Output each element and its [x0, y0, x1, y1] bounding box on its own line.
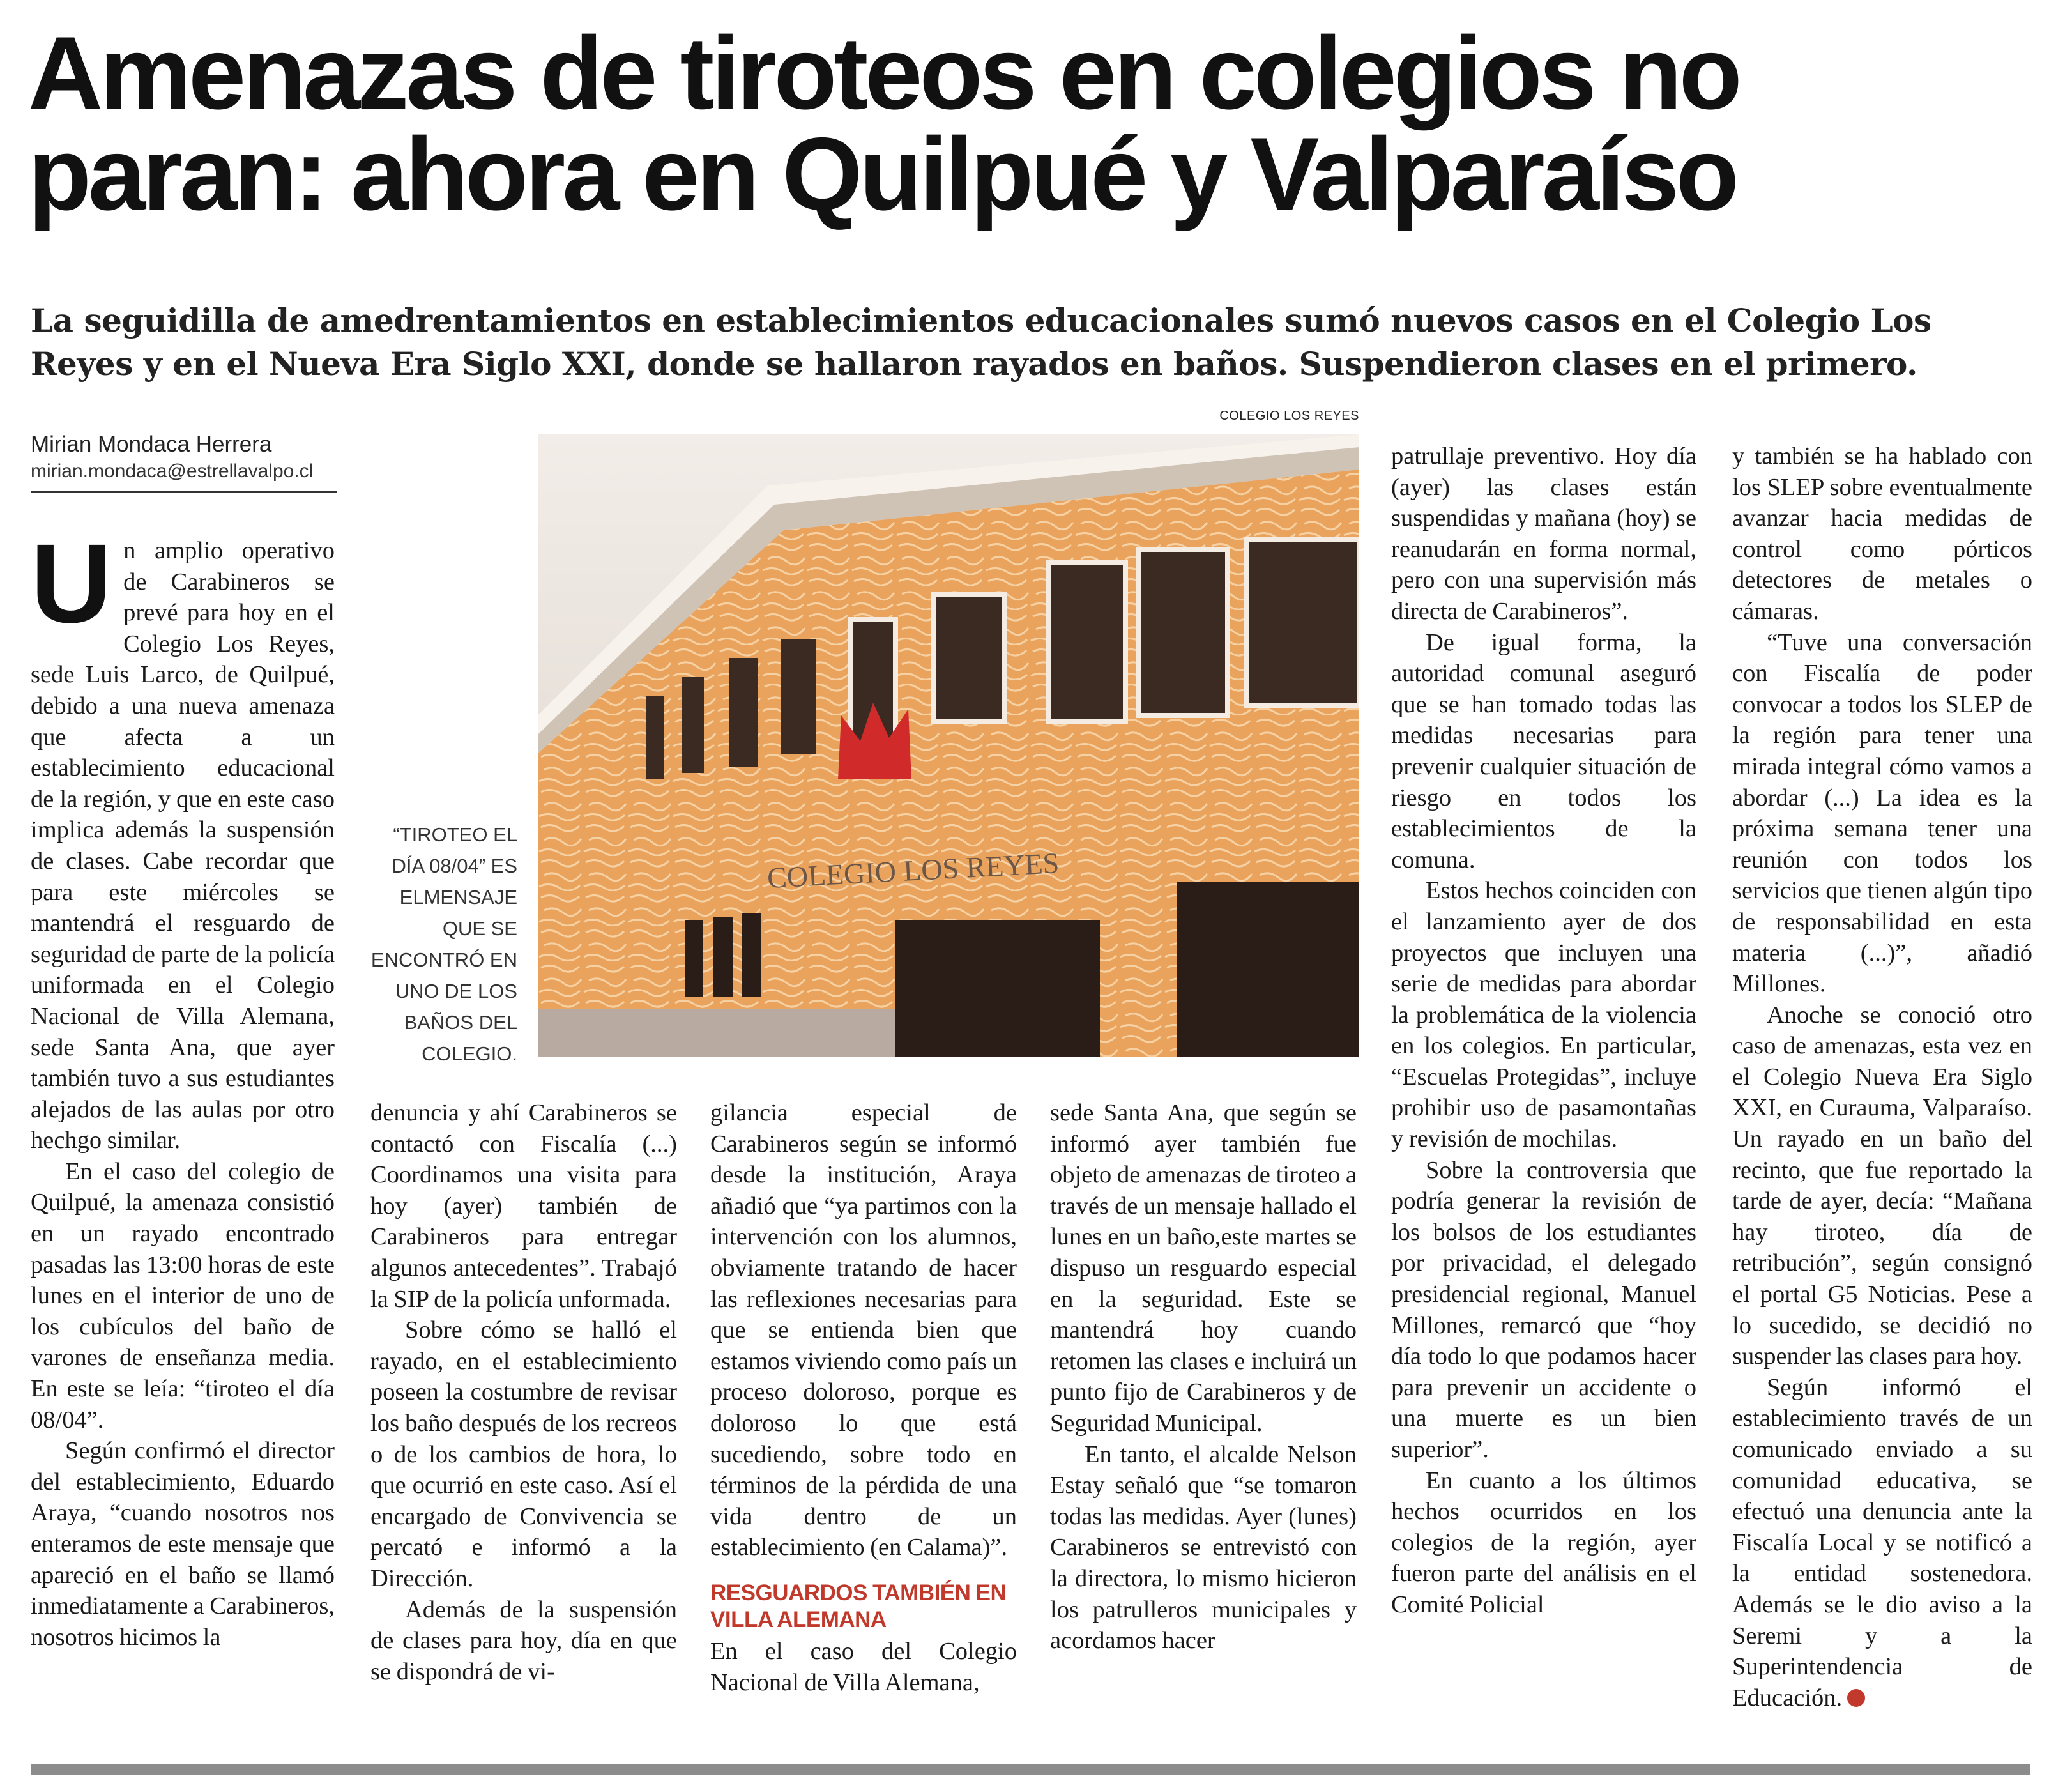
deck: La seguidilla de amedrentamientos en establecimientos educacionales sumó nuevos casos en el Colegio Los Reyes y en el Nueva Era Siglo XXI, donde se hallaron rayados en baños. Suspendieron clases en el primero.: [31, 302, 1931, 383]
paragraph: Según confirmó el director del establecimiento, Eduardo Araya, “cuando nosotros nos enteramos de este mensaje que apareció en el baño se llamó inmediatamente a Carabineros, nosotros hicimos la: [31, 1437, 335, 1651]
article-column-4: [1050, 1097, 1357, 1656]
end-mark-icon: [1847, 1689, 1865, 1707]
paragraph: “Tuve una conversación con Fiscalía de poder convocar a todos los SLEP de la región para tener una mirada integral cómo vamos a abordar (...) La idea es la próxima semana tener una reunión con todos los servicios que tienen algún tipo de responsabilidad en esta materia (...)”, añadió Millones.: [1732, 629, 2032, 998]
school-building-illustration: [538, 434, 1359, 1057]
bottom-rule: [31, 1764, 2030, 1775]
subhead: RESGUARDOS TAMBIÉN EN VILLA ALEMANA: [710, 1580, 1007, 1632]
photo-caption: “TIROTEO EL DÍA 08/04” ES ELMENSAJE QUE SE ENCONTRÓ EN UNO DE LOS BAÑOS DEL COLEGIO.: [370, 823, 517, 1065]
paragraph: gilancia especial de Carabineros según se informó desde la institución, Araya añadió que “ya partimos con la intervención con los alumnos, obviamente tratando de hacer las reflexiones necesarias para que se entienda bien que estamos viviendo como país un proceso doloroso, porque es doloroso lo que está sucediendo, sobre todo en términos de la pérdida de una vida dentro de un establecimiento (en Calama)”.: [710, 1099, 1017, 1561]
paragraph: Sobre la controversia que podría generar la revisión de los bolsos de los estudiantes por privacidad, el delegado presidencial regional, Manuel Millones, remarcó que “hoy día todo lo que podamos hacer para prevenir un accidente o una muerte es un bien superior”.: [1391, 1156, 1696, 1463]
paragraph: Además de la suspensión de clases para hoy, día en que se dispondrá de vi-: [370, 1596, 677, 1685]
headline: Amenazas de tiroteos en colegios no paran: ahora en Quilpué y Valparaíso: [28, 15, 1739, 232]
photo-credit: COLEGIO LOS REYES: [1219, 409, 1359, 423]
paragraph: En tanto, el alcalde Nelson Estay señaló que “se tomaron todas las medidas. Ayer (lunes) Carabineros se entrevistó con la directora, lo mismo hicieron los patrulleros municipales y acordamos hacer: [1050, 1441, 1357, 1655]
paragraph: En el caso del colegio de Quilpué, la amenaza consistió en un rayado encontrado pasadas las 13:00 horas de este lunes en el interior de uno de los cubículos del baño de varones de enseñanza media. En este se leía: “tiroteo el día 08/04”.: [31, 1158, 335, 1433]
article-photo: [538, 434, 1359, 1057]
byline-email: mirian.mondaca@estrellavalpo.cl: [31, 461, 314, 482]
article-column-3: [710, 1097, 1017, 1698]
paragraph: En cuanto a los últimos hechos ocurridos en los colegios de la región, ayer fueron parte del análisis en el Comité Policial: [1391, 1467, 1696, 1618]
article-column-2: [370, 1097, 677, 1687]
article-column-5: [1391, 441, 1696, 1621]
paragraph: Anoche se conoció otro caso de amenazas, esta vez en el Colegio Nueva Era Siglo XXI, en Curauma, Valparaíso. Un rayado en un baño del recinto, que fue reportado la tarde de ayer, decía: “Mañana hay tiroteo, día de retribución”, según consignó el portal G5 Noticias. Pese a lo sucedido, se decidió no suspender las clases para hoy.: [1732, 1001, 2032, 1370]
paragraph: Estos hechos coinciden con el lanzamiento ayer de dos proyectos que incluyen una serie de medidas para abordar la problemática de la violencia en los colegios. En particular, “Escuelas Protegidas”, incluye prohibir uso de pasamontañas y revisión de mochilas.: [1391, 877, 1696, 1153]
byline-author: Mirian Mondaca Herrera: [31, 432, 272, 457]
paragraph: De igual forma, la autoridad comunal aseguró que se han tomado todas las medidas necesarias para prevenir cualquier situación de riesgo en todos los establecimientos de la comuna.: [1391, 629, 1696, 873]
byline: [31, 431, 337, 493]
paragraph: denuncia y ahí Carabineros se contactó con Fiscalía (...) Coordinamos una visita para hoy (ayer) también de Carabineros para entregar algunos antecedentes”. Trabajó la SIP de la policía unformada.: [370, 1099, 677, 1313]
paragraph: En el caso del Colegio Nacional de Villa Alemana,: [710, 1637, 1017, 1696]
paragraph: patrullaje preventivo. Hoy día (ayer) las clases están suspendidas y mañana (hoy) se reanudarán en forma normal, pero con una supervisión más directa de Carabineros”.: [1391, 443, 1696, 625]
paragraph: sede Santa Ana, que según se informó ayer también fue objeto de amenazas de tiroteo a través de un mensaje hallado el lunes en un baño,este martes se dispuso un resguardo especial en la seguridad. Este se mantendrá hoy cuando retomen las clases e incluirá un punto fijo de Carabineros y de Seguridad Municipal.: [1050, 1099, 1357, 1437]
article-column-6: [1732, 441, 2032, 1713]
building-sign: COLEGIO LOS REYES: [766, 846, 1060, 894]
paragraph: Un amplio operativo de Carabineros se prevé para hoy en el Colegio Los Reyes, sede Luis Larco, de Quilpué, debido a una nueva amenaza que afecta a un establecimiento educacional de la región, y que en este caso implica además la suspensión de clases. Cabe recordar que para este miércoles se mantendrá el resguardo de seguridad de parte de la policía uniformada en el Colegio Nacional de Villa Alemana, sede Santa Ana, que ayer también tuvo a sus estudiantes alejados de las aulas por otro hechgo similar.: [31, 521, 335, 1154]
article-column-1: [31, 521, 335, 1653]
paragraph: Según informó el establecimiento través de un comunicado enviado a su comunidad educativa, se efectuó una denuncia ante la Fiscalía Local y se notificó a la entidad sostenedora. Además se le dio aviso a la Seremi y a la Superintendencia de Educación.: [1732, 1373, 2032, 1711]
paragraph: y también se ha hablado con los SLEP sobre eventualmente avanzar hacia medidas de control como pórticos detectores de metales o cámaras.: [1732, 443, 2032, 625]
paragraph: Sobre cómo se halló el rayado, en el establecimiento poseen la costumbre de revisar los baño después de los recreos o de los cambios de hora, lo que ocurrió en este caso. Así el encargado de Convivencia se percató e informó a la Dirección.: [370, 1317, 677, 1592]
drop-cap: U: [31, 521, 112, 646]
